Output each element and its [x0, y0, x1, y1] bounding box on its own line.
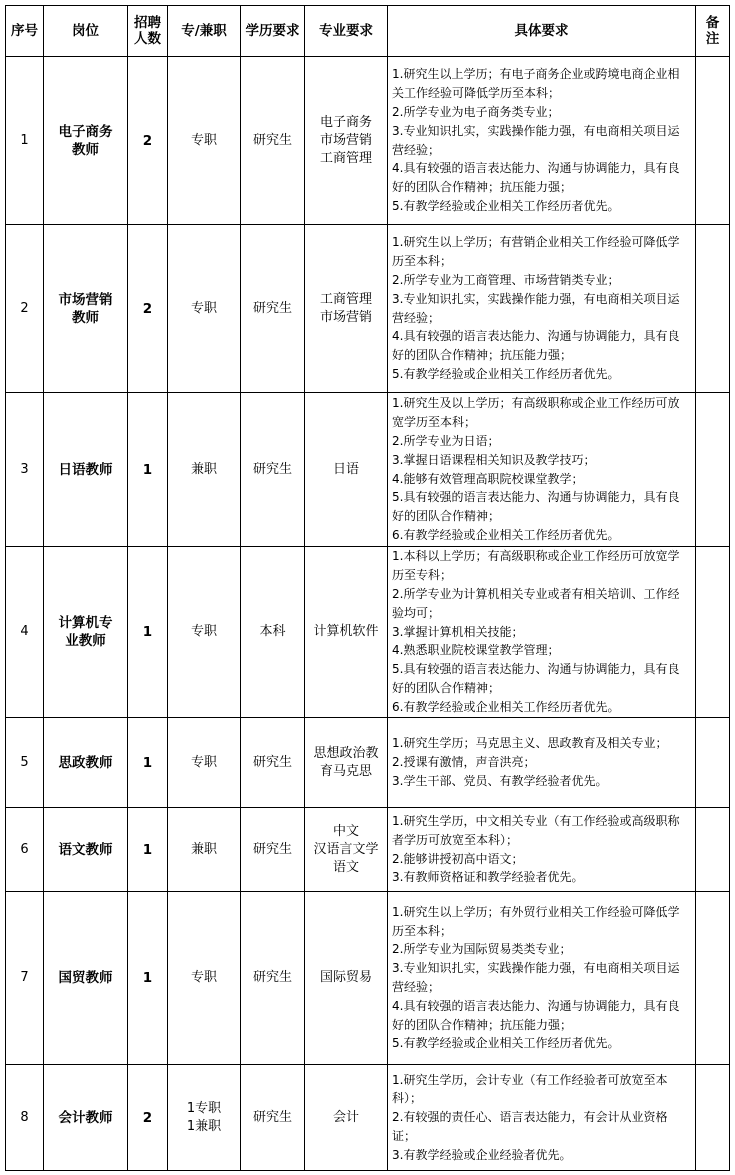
row-type: 专职 [168, 892, 241, 1065]
row-count: 2 [128, 1065, 168, 1171]
row-type: 专职 [168, 225, 241, 393]
requirement-item: 3.有教学经验或企业经验者优先。 [392, 1147, 572, 1162]
requirement-item: 6.有教学经验或企业相关工作经历者优先。 [392, 527, 620, 542]
row-education: 研究生 [241, 57, 305, 225]
requirement-item: 1.研究生以上学历；有外贸行业相关工作经验可降低学历至本科； [392, 904, 680, 938]
requirement-item: 5.具有较强的语言表达能力、沟通与协调能力，具有良好的团队合作精神； [392, 662, 680, 695]
row-education: 本科 [241, 547, 305, 718]
row-major [305, 808, 388, 892]
row-seq: 5 [6, 718, 44, 808]
table-row [6, 808, 730, 892]
row-type: 专职 [168, 57, 241, 225]
requirement-item: 5.有教学经验或企业相关工作经历者优先。 [392, 366, 620, 381]
header-row [6, 6, 730, 57]
row-major [305, 225, 388, 393]
major-line: 电子商务 [319, 114, 372, 130]
row-major [305, 57, 388, 225]
major-line: 中文 [332, 823, 359, 839]
major-line: 市场营销 [319, 309, 372, 325]
requirement-item: 3.专业知识扎实，实践操作能力强，有电商相关项目运营经验； [392, 961, 680, 994]
row-position: 国贸教师 [44, 892, 128, 1065]
header-position: 岗位 [44, 6, 128, 57]
row-position: 语文教师 [44, 808, 128, 892]
row-education: 研究生 [241, 892, 305, 1065]
row-requirements [388, 718, 696, 808]
row-requirements [388, 808, 696, 892]
requirement-item: 5.有教学经验或企业相关工作经历者优先。 [392, 1036, 620, 1051]
requirement-item: 4.具有较强的语言表达能力、沟通与协调能力，具有良好的团队合作精神；抗压能力强； [392, 998, 680, 1032]
requirement-item: 2.所学专业为工商管理、市场营销类专业； [392, 272, 620, 287]
major-line: 工商管理 [319, 150, 372, 166]
header-notes: 备 注 [696, 6, 730, 57]
requirement-item: 1.研究生以上学历；有营销企业相关工作经验可降低学历至本科； [392, 235, 680, 269]
row-count: 1 [128, 718, 168, 808]
row-notes [696, 808, 730, 892]
row-requirements [388, 1065, 696, 1171]
major-line: 国际贸易 [319, 970, 372, 985]
requirement-item: 3.学生干部、党员、有教学经验者优先。 [392, 773, 608, 788]
row-education: 研究生 [241, 718, 305, 808]
table-row [6, 225, 730, 393]
table-row [6, 57, 730, 225]
row-type: 1专职 1兼职 [168, 1065, 241, 1171]
table-row [6, 892, 730, 1065]
row-requirements [388, 892, 696, 1065]
major-line: 汉语言文学 [313, 841, 379, 857]
major-line: 市场营销 [319, 132, 372, 148]
major-line: 育马克思 [319, 763, 372, 779]
header-education: 学历要求 [241, 6, 305, 57]
row-notes [696, 547, 730, 718]
row-type: 专职 [168, 718, 241, 808]
row-education: 研究生 [241, 225, 305, 393]
requirement-item: 1.研究生学历，会计专业（有工作经验者可放宽至本科）； [392, 1072, 668, 1106]
requirement-item: 2.所学专业为电子商务类专业； [392, 104, 560, 119]
requirement-item: 5.有教学经验或企业相关工作经历者优先。 [392, 198, 620, 213]
row-seq: 8 [6, 1065, 44, 1171]
major-line: 思想政治教 [313, 745, 379, 761]
requirement-item: 4.具有较强的语言表达能力、沟通与协调能力，具有良好的团队合作精神；抗压能力强； [392, 329, 680, 363]
row-major [305, 547, 388, 718]
row-seq: 2 [6, 225, 44, 393]
row-education: 研究生 [241, 808, 305, 892]
row-seq: 3 [6, 393, 44, 547]
row-major [305, 892, 388, 1065]
major-line: 计算机软件 [313, 624, 379, 639]
requirement-item: 5.具有较强的语言表达能力、沟通与协调能力，具有良好的团队合作精神； [392, 490, 680, 524]
row-education: 研究生 [241, 393, 305, 547]
requirement-item: 4.熟悉职业院校课堂教学管理； [392, 643, 560, 658]
row-count: 1 [128, 892, 168, 1065]
table-row [6, 718, 730, 808]
requirement-item: 1.本科以上学历；有高级职称或企业工作经历可放宽学历至专科； [392, 549, 680, 583]
requirement-item: 1.研究生及以上学历；有高级职称或企业工作经历可放宽学历至本科； [392, 396, 680, 430]
requirement-item: 6.有教学经验或企业相关工作经历者优先。 [392, 699, 620, 714]
header-requirements: 具体要求 [388, 6, 696, 57]
row-position: 会计教师 [44, 1065, 128, 1171]
header-seq: 序号 [6, 6, 44, 57]
row-notes [696, 718, 730, 808]
row-type: 兼职 [168, 393, 241, 547]
row-seq: 6 [6, 808, 44, 892]
row-requirements [388, 393, 696, 547]
table-row [6, 547, 730, 718]
header-count: 招聘 人数 [128, 6, 168, 57]
row-notes [696, 892, 730, 1065]
row-count: 1 [128, 808, 168, 892]
table-row [6, 1065, 730, 1171]
row-count: 2 [128, 57, 168, 225]
major-line: 语文 [332, 859, 359, 875]
row-requirements [388, 547, 696, 718]
major-line: 日语 [332, 461, 359, 477]
row-seq: 7 [6, 892, 44, 1065]
table-row [6, 393, 730, 547]
requirement-item: 4.能够有效管理高职院校课堂教学； [392, 471, 584, 486]
row-requirements [388, 225, 696, 393]
recruitment-table [5, 5, 730, 1171]
requirement-item: 1.研究生学历，中文相关专业（有工作经验或高级职称者学历可放宽至本科）； [392, 813, 680, 847]
row-seq: 4 [6, 547, 44, 718]
row-position: 思政教师 [44, 718, 128, 808]
requirement-item: 2.所学专业为日语； [392, 433, 500, 448]
requirement-item: 1.研究生学历；马克思主义、思政教育及相关专业； [392, 736, 668, 751]
requirement-item: 1.研究生以上学历；有电子商务企业或跨境电商企业相关工作经验可降低学历至本科； [392, 67, 680, 101]
row-type: 专职 [168, 547, 241, 718]
requirement-item: 4.具有较强的语言表达能力、沟通与协调能力，具有良好的团队合作精神；抗压能力强； [392, 161, 680, 195]
row-major [305, 718, 388, 808]
requirement-item: 2.所学专业为国际贸易类类专业； [392, 942, 572, 957]
row-requirements [388, 57, 696, 225]
row-notes [696, 393, 730, 547]
row-notes [696, 57, 730, 225]
row-notes [696, 1065, 730, 1171]
row-position: 日语教师 [44, 393, 128, 547]
header-major: 专业要求 [305, 6, 388, 57]
row-seq: 1 [6, 57, 44, 225]
row-position: 电子商务 教师 [44, 57, 128, 225]
requirement-item: 2.授课有激情，声音洪亮； [392, 755, 536, 770]
row-count: 1 [128, 547, 168, 718]
requirement-item: 3.专业知识扎实，实践操作能力强，有电商相关项目运营经验； [392, 291, 680, 325]
requirement-item: 2.能够讲授初高中语文； [392, 851, 524, 866]
requirement-item: 3.有教师资格证和教学经验者优先。 [392, 870, 584, 885]
row-count: 2 [128, 225, 168, 393]
requirement-item: 2.有较强的责任心、语言表达能力，有会计从业资格证； [392, 1110, 668, 1143]
major-line: 会计 [332, 1109, 359, 1125]
row-position: 计算机专 业教师 [44, 547, 128, 718]
header-type: 专/兼职 [168, 6, 241, 57]
requirement-item: 3.专业知识扎实，实践操作能力强，有电商相关项目运营经验； [392, 123, 680, 157]
row-major [305, 1065, 388, 1171]
requirement-item: 3.掌握计算机相关技能； [392, 624, 524, 639]
major-line: 工商管理 [319, 291, 372, 307]
requirement-item: 3.掌握日语课程相关知识及教学技巧； [392, 452, 596, 467]
row-major [305, 393, 388, 547]
row-notes [696, 225, 730, 393]
table-body [6, 57, 730, 1171]
row-education: 研究生 [241, 1065, 305, 1171]
row-position: 市场营销 教师 [44, 225, 128, 393]
row-count: 1 [128, 393, 168, 547]
row-type: 兼职 [168, 808, 241, 892]
requirement-item: 2.所学专业为计算机相关专业或者有相关培训、工作经验均可； [392, 587, 680, 620]
